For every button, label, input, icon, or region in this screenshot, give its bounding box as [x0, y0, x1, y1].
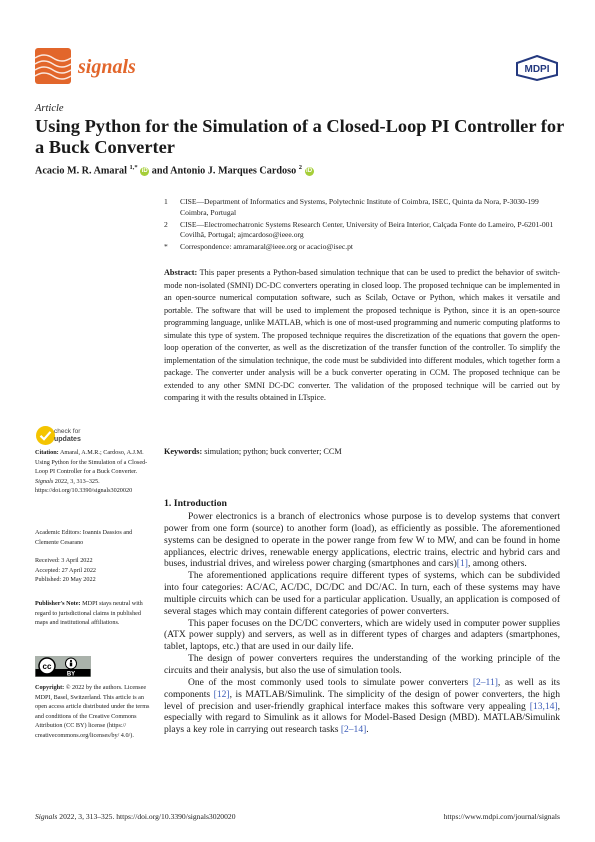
- keywords-label: Keywords:: [164, 447, 203, 456]
- citation-text: Amaral, A.M.R.; Cardoso, A.J.M. Using Python for the Simulation of a Closed-Loop PI Controller for a Buck Converter.: [35, 449, 148, 475]
- citation-label: Citation:: [35, 449, 59, 456]
- dates-block: [35, 556, 153, 585]
- abstract: [164, 267, 560, 405]
- author-superscript: 2: [298, 164, 302, 171]
- citation-block: [35, 448, 153, 496]
- abstract-label: Abstract:: [164, 268, 198, 277]
- mdpi-logo-text: MDPI: [524, 64, 550, 75]
- section-body: [164, 511, 560, 736]
- affiliation-item: [164, 242, 564, 253]
- copyright-block: [35, 683, 153, 740]
- paragraph-text: , is MATLAB/Simulink. The simplicity of the design of power converters, the high level of precision and user-friendly graphical interface makes this software very appealing: [164, 688, 560, 712]
- author-joiner: and: [151, 165, 169, 177]
- affiliation-text: Correspondence: amramaral@ieee.org or acacio@isec.pt: [180, 242, 354, 252]
- paragraph: The aforementioned applications require different types of systems, which can be subdivided into four categories: AC/AC, AC/DC, DC/DC and DC/AC. In turn, each of these systems may have multiple circuits which can be used for a particular application. Usually, an application is composed of several stages which may contain different categories of power converters.: [164, 570, 560, 617]
- article-type: Article: [35, 103, 64, 114]
- citation-link[interactable]: [2–11]: [472, 676, 498, 688]
- cc-text: cc: [42, 662, 52, 671]
- author-superscript: 1,*: [129, 164, 138, 171]
- paragraph-text: .: [366, 724, 369, 736]
- paper-title: Using Python for the Simulation of a Closed-Loop PI Controller for a Buck Converter: [35, 116, 564, 157]
- check-for-updates-label: [54, 428, 81, 443]
- affiliation-marker: 2: [164, 219, 168, 229]
- footer-doi[interactable]: 2022, 3, 313–325. https://doi.org/10.3390/signals3020020: [59, 812, 236, 821]
- section-heading: 1. Introduction: [164, 498, 227, 509]
- affiliation-text: CISE—Electromechatronic Systems Research Center, University of Beira Interior, Calçada Fonte do Lameiro, P-6201-001 Covilhã, Portugal; ajmcardoso@ieee.org: [180, 219, 554, 240]
- cc-by-license-icon[interactable]: [35, 656, 91, 677]
- check-updates-line2: updates: [54, 435, 81, 443]
- citation-journal: Signals: [35, 477, 54, 485]
- received-date: Received: 3 April 2022: [35, 557, 93, 564]
- publisher-note: [35, 599, 153, 628]
- paragraph: This paper focuses on the DC/DC converters, which are widely used in computer power supplies (ATX power supply) and servers, as well as in different types of charges and adapters (smartphones, tablet, laptops, etc.) that are used in our daily life.: [164, 617, 560, 653]
- keywords: [164, 447, 560, 456]
- citation-link[interactable]: [2–14]: [340, 724, 367, 736]
- footer-citation: [35, 812, 236, 821]
- paragraph: [164, 677, 560, 736]
- author-name[interactable]: Antonio J. Marques Cardoso: [170, 165, 297, 177]
- abstract-text: This paper presents a Python-based simulation technique that can be used to predict the behavior of switch-mode non-isolated (SMNI) DC-DC converters operating in closed loop. The proposed technique can be implemented in an open-source numerical computation software, such as Scilab, Octave or Python, which makes it versatile and portable. The software that will be used to implement the proposed technique is Python, since it is an open-source programming language, unlike MATLAB, which is one of most-used programming and numeric computing platforms to simulate this type of system. The proposed technique requires the discretization of the equations that govern the open-loop operation of the converter, as well as the discretization of the transfer function of the controller. To simplify the implementation of the simulation technique, the code must be subdivided into different modules, which together form a package. The converter under analysis will be a buck converter operating in CCM. The proposed technique can be extended to any other SMNI DC-DC converter. The validation of the proposed technique will be carried out by comparing it with the results obtained in LTspice.: [164, 268, 561, 403]
- publisher-note-label: Publisher's Note:: [35, 600, 81, 607]
- citation-link[interactable]: [13,14]: [529, 700, 558, 712]
- copyright-label: Copyright:: [35, 684, 65, 691]
- cc-by-text: BY: [66, 671, 76, 677]
- published-date: Published: 20 May 2022: [35, 576, 96, 583]
- paragraph: The design of power converters requires the understanding of the working principle of the circuits and their analysis, but also the use of simulation tools.: [164, 653, 560, 676]
- affiliation-item: [164, 197, 564, 218]
- affiliation-item: [164, 220, 564, 241]
- mdpi-logo: [515, 55, 559, 81]
- author-name[interactable]: Acacio M. R. Amaral: [35, 165, 127, 177]
- paragraph-text: , among others.: [467, 558, 527, 570]
- paragraph-text: , as well as its components: [164, 676, 561, 700]
- check-updates-line1: check for: [54, 428, 81, 435]
- orcid-icon[interactable]: iD: [306, 168, 313, 175]
- affiliation-text: CISE—Department of Informatics and Systems, Polytechnic Institute of Coimbra, ISEC, Quinta da Nora, P-3030-199 Coimbra, Portugal: [180, 197, 539, 217]
- citation-tail[interactable]: 2022, 3, 313–325. https://doi.org/10.3390/signals3020020: [35, 477, 133, 494]
- orcid-icon[interactable]: iD: [141, 168, 148, 175]
- accepted-date: Accepted: 27 April 2022: [35, 566, 97, 574]
- journal-name: signals: [78, 56, 136, 78]
- paragraph: [164, 511, 560, 570]
- check-for-updates-icon: [35, 425, 56, 446]
- citation-link[interactable]: [1]: [456, 558, 468, 570]
- paragraph-text: One of the most commonly used tools to simulate power converters: [188, 676, 469, 688]
- affiliations: [164, 197, 564, 254]
- footer-journal: Signals: [35, 812, 58, 821]
- keywords-text: simulation; python; buck converter; CCM: [204, 447, 342, 456]
- paragraph-text: , especially with regard to Simulink as it allows for Model-Based Design (MBD). MATLAB/Simulink plays a key role in carrying out research tasks: [164, 700, 560, 736]
- citation-link[interactable]: [12]: [213, 688, 230, 700]
- author-list: [35, 164, 314, 176]
- publisher-note-text: MDPI stays neutral with regard to jurisdictional claims in published maps and institutional affiliations.: [35, 600, 143, 626]
- copyright-text: © 2022 by the authors. Licensee MDPI, Basel, Switzerland. This article is an open access article distributed under the terms and conditions of the Creative Commons Attribution (CC BY) license (https:// creativecommons.org/licenses/by/ 4.0/).: [35, 684, 150, 739]
- check-for-updates-button[interactable]: [35, 425, 115, 447]
- affiliation-marker: *: [164, 242, 168, 252]
- signals-journal-icon: [35, 48, 71, 84]
- footer-journal-url[interactable]: https://www.mdpi.com/journal/signals: [443, 812, 560, 821]
- paragraph-text: Power electronics is a branch of electronics whose purpose is to develop systems that convert power from one form (source) to another form (load), as efficiently as possible. The aforementioned systems can be designed to operate in the power range from few W to MW, and can be found in home appliances, electric drives, renewable energy applications, electric trains, electric and hybrid cars and buses, industrial drives, and wireless power charging (smartphones and cars): [164, 511, 560, 570]
- academic-editors: Academic Editors: Ioannis Dassios and Clemente Cesarano: [35, 529, 133, 546]
- affiliation-marker: 1: [164, 197, 168, 206]
